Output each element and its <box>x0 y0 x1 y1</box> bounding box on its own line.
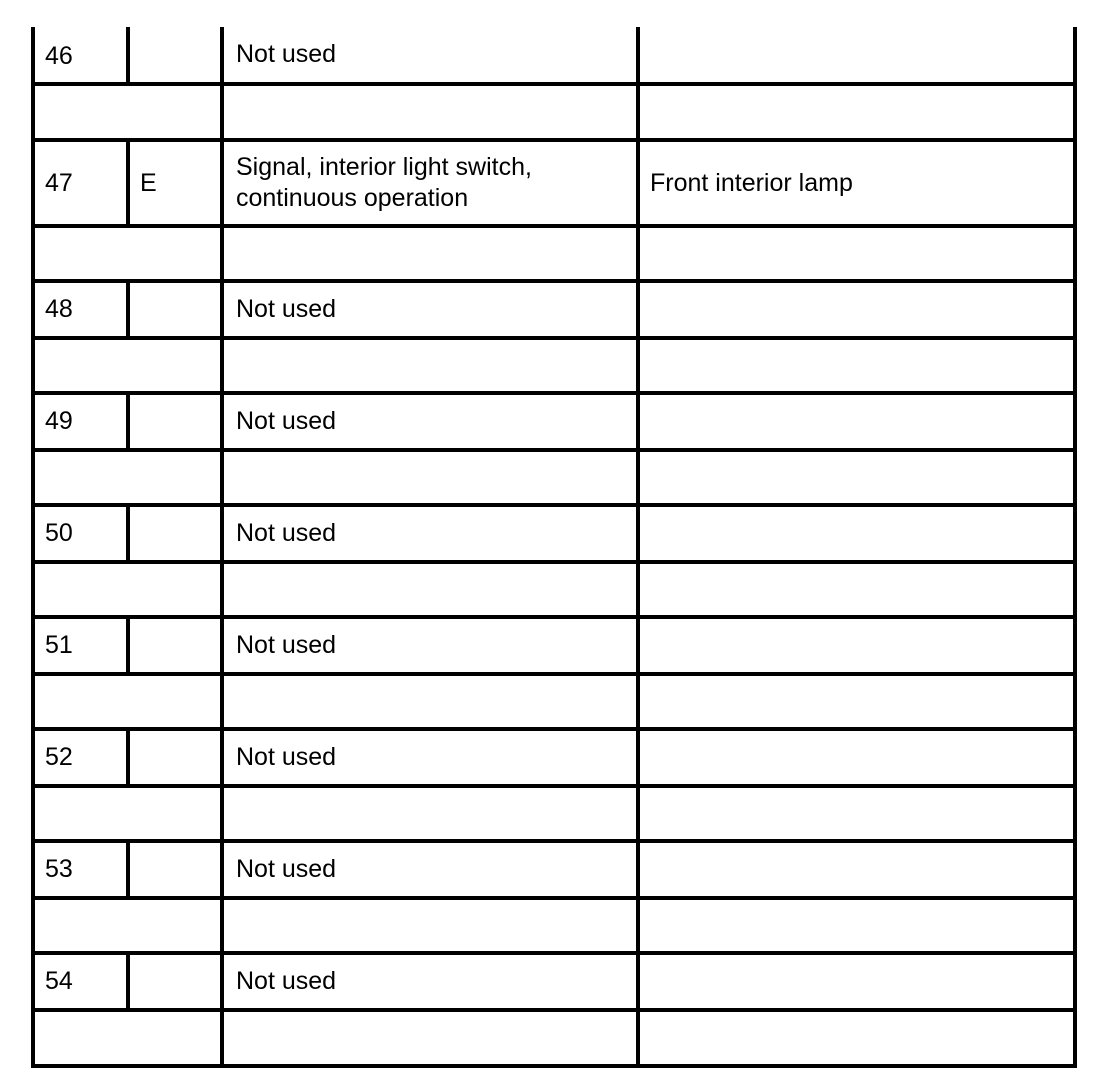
row-divider <box>31 951 1077 955</box>
row-divider <box>31 448 1077 452</box>
row-divider <box>31 1008 1077 1012</box>
pin-description: Not used <box>236 855 337 883</box>
pin-description: Not used <box>236 743 337 771</box>
pin-code: E <box>140 169 157 197</box>
pin-description: Not used <box>236 407 337 435</box>
pin-description: continuous operation <box>236 184 469 212</box>
row-divider <box>31 560 1077 564</box>
column-divider <box>126 615 130 672</box>
row-divider <box>31 784 1077 788</box>
column-divider <box>126 951 130 1008</box>
column-divider <box>126 503 130 560</box>
column-divider <box>126 727 130 784</box>
table-border-left <box>31 27 35 1068</box>
column-divider <box>126 138 130 224</box>
row-divider <box>31 1064 1077 1068</box>
column-divider <box>126 839 130 896</box>
column-divider <box>220 27 224 1068</box>
pin-description: Not used <box>236 967 337 995</box>
pin-number: 51 <box>45 631 73 659</box>
row-divider <box>31 672 1077 676</box>
pin-description: Not used <box>236 631 337 659</box>
row-divider <box>31 727 1077 731</box>
pin-description: Not used <box>236 295 337 323</box>
row-divider <box>31 138 1077 142</box>
row-divider <box>31 615 1077 619</box>
pin-component: Front interior lamp <box>650 169 853 197</box>
pin-number: 50 <box>45 519 73 547</box>
pin-description: Not used <box>236 519 337 547</box>
row-divider <box>31 896 1077 900</box>
pin-number: 46 <box>45 42 73 70</box>
column-divider <box>636 27 640 1068</box>
pin-number: 47 <box>45 169 73 197</box>
pin-description: Signal, interior light switch, <box>236 153 532 181</box>
column-divider <box>126 391 130 448</box>
row-divider <box>31 839 1077 843</box>
pin-number: 49 <box>45 407 73 435</box>
row-divider <box>31 391 1077 395</box>
row-divider <box>31 336 1077 340</box>
pin-number: 54 <box>45 967 73 995</box>
column-divider <box>126 279 130 336</box>
row-divider <box>31 82 1077 86</box>
row-divider <box>31 224 1077 228</box>
row-divider <box>31 279 1077 283</box>
pin-number: 52 <box>45 743 73 771</box>
column-divider <box>126 27 130 82</box>
table-border-right <box>1073 27 1077 1068</box>
pin-description: Not used <box>236 40 337 68</box>
pin-number: 53 <box>45 855 73 883</box>
pin-number: 48 <box>45 295 73 323</box>
row-divider <box>31 503 1077 507</box>
